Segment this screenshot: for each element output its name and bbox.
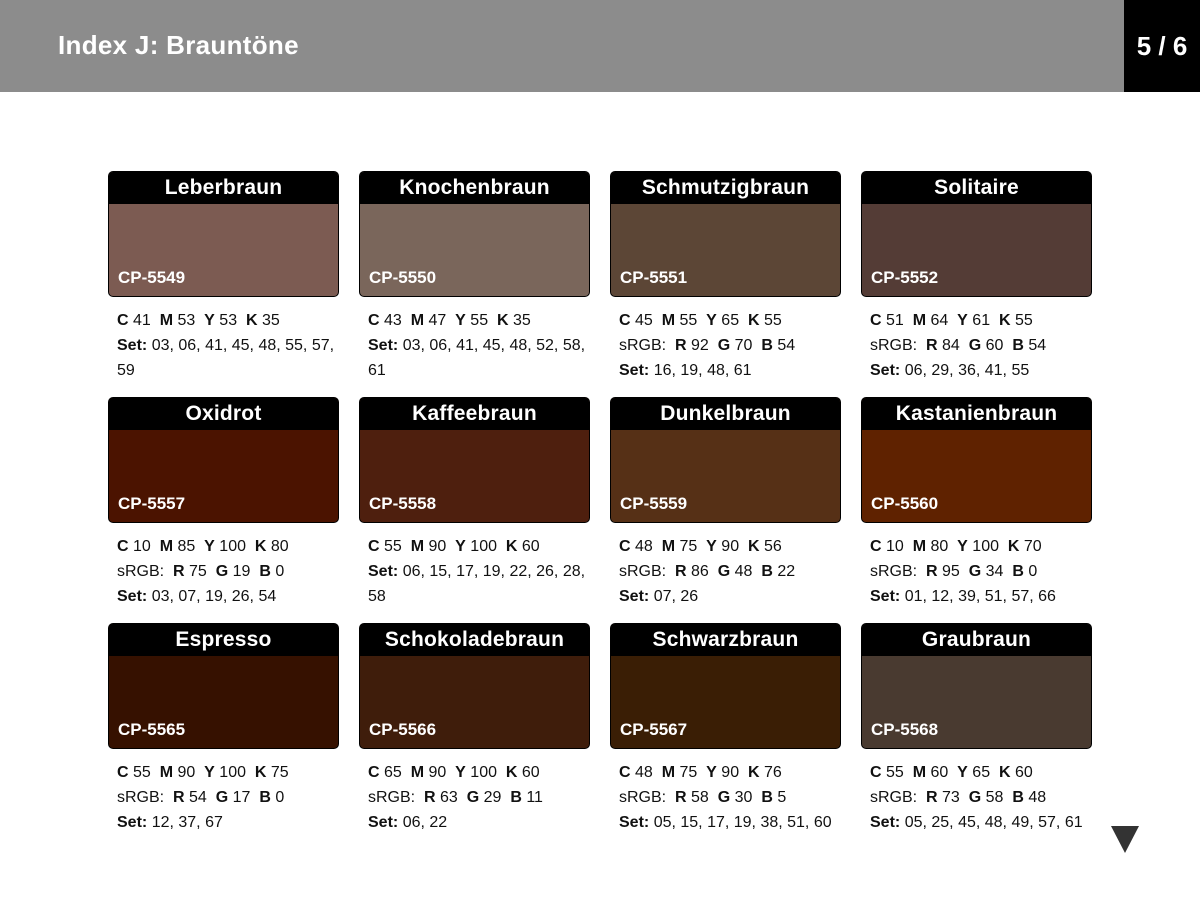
color-code: CP-5567 <box>620 720 688 739</box>
srgb-label: sRGB: <box>619 337 667 354</box>
rgb-r-value: 95 <box>942 563 960 580</box>
color-swatch <box>610 397 841 523</box>
color-name: Dunkelbraun <box>611 398 840 430</box>
color-name: Solitaire <box>862 172 1091 204</box>
cmyk-c-value: 55 <box>384 538 402 555</box>
set-list: 16, 19, 48, 61 <box>653 362 752 379</box>
color-values <box>619 760 841 835</box>
rgb-r-value: 54 <box>189 789 207 806</box>
color-card <box>108 623 339 849</box>
rgb-b-value: 0 <box>1028 563 1038 580</box>
rgb-g-value: 48 <box>734 563 753 580</box>
srgb-label: sRGB: <box>870 563 918 580</box>
srgb-values: sRGB: R 58 G 30 B 5 <box>619 789 787 806</box>
srgb-values: sRGB: R 63 G 29 B 11 <box>368 789 543 806</box>
color-values <box>870 534 1092 609</box>
cmyk-c-value: 45 <box>635 312 653 329</box>
set-list: 03, 06, 41, 45, 48, 52, 58, 61 <box>368 337 586 379</box>
color-name: Leberbraun <box>109 172 338 204</box>
color-values <box>368 308 590 383</box>
color-values <box>368 760 590 835</box>
rgb-g-value: 17 <box>232 789 251 806</box>
set-label: Set: <box>117 814 148 831</box>
color-card <box>359 623 590 849</box>
color-name: Espresso <box>109 624 338 656</box>
color-card <box>861 623 1092 849</box>
color-name: Schokoladebraun <box>360 624 589 656</box>
color-name: Oxidrot <box>109 398 338 430</box>
set-values <box>870 810 1092 835</box>
cmyk-m-value: 90 <box>428 764 447 781</box>
color-values <box>117 534 339 609</box>
cmyk-values: C 41 M 53 Y 53 K 35 <box>117 312 280 329</box>
cmyk-m-value: 75 <box>679 764 698 781</box>
set-list: 07, 26 <box>653 588 699 605</box>
set-values <box>619 810 841 835</box>
rgb-b-value: 22 <box>777 563 796 580</box>
rgb-g-value: 30 <box>734 789 753 806</box>
color-code: CP-5557 <box>118 494 186 513</box>
set-list: 01, 12, 39, 51, 57, 66 <box>904 588 1056 605</box>
set-values <box>368 559 590 609</box>
color-swatch <box>108 397 339 523</box>
color-card <box>610 623 841 849</box>
cmyk-m-value: 64 <box>930 312 949 329</box>
srgb-label: sRGB: <box>870 337 918 354</box>
cmyk-y-value: 53 <box>219 312 238 329</box>
cmyk-c-value: 10 <box>886 538 904 555</box>
set-label: Set: <box>117 337 148 354</box>
color-values <box>619 534 841 609</box>
set-label: Set: <box>368 563 399 580</box>
srgb-values: sRGB: R 86 G 48 B 22 <box>619 563 796 580</box>
cmyk-values: C 55 M 60 Y 65 K 60 <box>870 764 1033 781</box>
srgb-values: sRGB: R 54 G 17 B 0 <box>117 789 285 806</box>
set-values <box>870 358 1092 383</box>
set-label: Set: <box>117 588 148 605</box>
set-list: 06, 29, 36, 41, 55 <box>904 362 1030 379</box>
color-values <box>117 308 339 383</box>
set-values <box>117 584 339 609</box>
cmyk-values: C 55 M 90 Y 100 K 60 <box>368 538 540 555</box>
color-card <box>359 171 590 397</box>
rgb-g-value: 34 <box>985 563 1004 580</box>
color-code: CP-5559 <box>620 494 688 513</box>
color-name: Knochenbraun <box>360 172 589 204</box>
rgb-g-value: 19 <box>232 563 251 580</box>
color-values <box>368 534 590 609</box>
cmyk-c-value: 41 <box>133 312 151 329</box>
color-code: CP-5552 <box>871 268 939 287</box>
color-card <box>610 397 841 623</box>
rgb-b-value: 0 <box>275 789 285 806</box>
color-swatch <box>861 171 1092 297</box>
color-card <box>861 397 1092 623</box>
set-list: 06, 15, 17, 19, 22, 26, 28, 58 <box>368 563 586 605</box>
color-values <box>870 308 1092 383</box>
color-name: Graubraun <box>862 624 1091 656</box>
color-code: CP-5560 <box>871 494 939 513</box>
cmyk-m-value: 90 <box>177 764 196 781</box>
rgb-b-value: 11 <box>526 789 543 806</box>
color-card <box>861 171 1092 397</box>
color-swatch <box>359 171 590 297</box>
cmyk-m-value: 85 <box>177 538 196 555</box>
color-swatch <box>861 623 1092 749</box>
cmyk-m-value: 55 <box>679 312 698 329</box>
srgb-label: sRGB: <box>619 563 667 580</box>
triangle-down-icon[interactable] <box>1111 826 1139 853</box>
cmyk-c-value: 55 <box>133 764 151 781</box>
page-number: 5 / 6 <box>1124 0 1200 92</box>
srgb-label: sRGB: <box>870 789 918 806</box>
cmyk-c-value: 48 <box>635 764 653 781</box>
color-swatch <box>359 397 590 523</box>
color-swatch <box>108 171 339 297</box>
srgb-values: sRGB: R 84 G 60 B 54 <box>870 337 1047 354</box>
color-swatch-grid <box>108 171 1092 849</box>
cmyk-values: C 10 M 85 Y 100 K 80 <box>117 538 289 555</box>
set-values <box>368 333 590 383</box>
cmyk-k-value: 60 <box>1015 764 1033 781</box>
rgb-g-value: 60 <box>985 337 1004 354</box>
cmyk-y-value: 100 <box>219 538 246 555</box>
cmyk-c-value: 10 <box>133 538 151 555</box>
cmyk-c-value: 65 <box>384 764 402 781</box>
set-list: 12, 37, 67 <box>151 814 223 831</box>
color-code: CP-5550 <box>369 268 437 287</box>
color-code: CP-5566 <box>369 720 437 739</box>
page-header <box>0 0 1124 92</box>
set-values <box>117 333 339 383</box>
color-name: Schwarzbraun <box>611 624 840 656</box>
set-list: 05, 25, 45, 48, 49, 57, 61 <box>904 814 1083 831</box>
color-code: CP-5551 <box>620 268 688 287</box>
set-label: Set: <box>870 362 901 379</box>
cmyk-c-value: 51 <box>886 312 904 329</box>
cmyk-y-value: 65 <box>721 312 740 329</box>
rgb-r-value: 92 <box>691 337 709 354</box>
cmyk-k-value: 55 <box>1015 312 1033 329</box>
cmyk-values: C 65 M 90 Y 100 K 60 <box>368 764 540 781</box>
cmyk-k-value: 76 <box>764 764 782 781</box>
cmyk-k-value: 70 <box>1023 538 1042 555</box>
color-code: CP-5565 <box>118 720 186 739</box>
srgb-values: sRGB: R 75 G 19 B 0 <box>117 563 285 580</box>
cmyk-y-value: 100 <box>470 764 497 781</box>
cmyk-y-value: 61 <box>972 312 991 329</box>
set-label: Set: <box>870 588 901 605</box>
srgb-label: sRGB: <box>619 789 667 806</box>
set-label: Set: <box>619 588 650 605</box>
cmyk-c-value: 55 <box>886 764 904 781</box>
cmyk-k-value: 75 <box>270 764 289 781</box>
cmyk-y-value: 100 <box>219 764 246 781</box>
cmyk-k-value: 60 <box>521 538 540 555</box>
cmyk-y-value: 65 <box>972 764 991 781</box>
cmyk-m-value: 53 <box>177 312 196 329</box>
color-card <box>108 397 339 623</box>
rgb-b-value: 48 <box>1028 789 1047 806</box>
cmyk-values: C 48 M 75 Y 90 K 56 <box>619 538 782 555</box>
set-values <box>870 584 1092 609</box>
set-label: Set: <box>619 362 650 379</box>
cmyk-y-value: 90 <box>721 764 740 781</box>
cmyk-values: C 55 M 90 Y 100 K 75 <box>117 764 289 781</box>
set-values <box>619 358 841 383</box>
set-label: Set: <box>368 814 399 831</box>
cmyk-values: C 48 M 75 Y 90 K 76 <box>619 764 782 781</box>
rgb-b-value: 5 <box>777 789 787 806</box>
cmyk-k-value: 80 <box>270 538 289 555</box>
cmyk-c-value: 48 <box>635 538 653 555</box>
set-label: Set: <box>870 814 901 831</box>
srgb-label: sRGB: <box>117 563 165 580</box>
cmyk-k-value: 35 <box>262 312 280 329</box>
color-swatch <box>108 623 339 749</box>
color-name: Kaffeebraun <box>360 398 589 430</box>
rgb-r-value: 63 <box>440 789 458 806</box>
color-card <box>108 171 339 397</box>
cmyk-k-value: 55 <box>764 312 782 329</box>
set-list: 03, 06, 41, 45, 48, 55, 57, 59 <box>117 337 335 379</box>
srgb-label: sRGB: <box>117 789 165 806</box>
cmyk-m-value: 60 <box>930 764 949 781</box>
color-card <box>610 171 841 397</box>
cmyk-c-value: 43 <box>384 312 402 329</box>
rgb-g-value: 70 <box>734 337 753 354</box>
rgb-b-value: 0 <box>275 563 285 580</box>
color-swatch <box>861 397 1092 523</box>
color-code: CP-5568 <box>871 720 939 739</box>
color-swatch <box>610 623 841 749</box>
cmyk-k-value: 35 <box>513 312 531 329</box>
color-code: CP-5558 <box>369 494 437 513</box>
cmyk-m-value: 75 <box>679 538 698 555</box>
set-values <box>368 810 590 835</box>
color-values <box>870 760 1092 835</box>
cmyk-values: C 10 M 80 Y 100 K 70 <box>870 538 1042 555</box>
cmyk-values: C 45 M 55 Y 65 K 55 <box>619 312 782 329</box>
cmyk-values: C 43 M 47 Y 55 K 35 <box>368 312 531 329</box>
srgb-values: sRGB: R 92 G 70 B 54 <box>619 337 796 354</box>
color-name: Schmutzigbraun <box>611 172 840 204</box>
page-title: Index J: Brauntöne <box>58 30 299 60</box>
cmyk-m-value: 47 <box>428 312 447 329</box>
set-list: 06, 22 <box>402 814 448 831</box>
rgb-b-value: 54 <box>1028 337 1047 354</box>
cmyk-m-value: 90 <box>428 538 447 555</box>
rgb-r-value: 84 <box>942 337 960 354</box>
set-label: Set: <box>368 337 399 354</box>
cmyk-m-value: 80 <box>930 538 949 555</box>
color-values <box>117 760 339 835</box>
set-values <box>117 810 339 835</box>
color-swatch <box>610 171 841 297</box>
cmyk-y-value: 100 <box>470 538 497 555</box>
cmyk-y-value: 90 <box>721 538 740 555</box>
color-values <box>619 308 841 383</box>
color-swatch <box>359 623 590 749</box>
cmyk-values: C 51 M 64 Y 61 K 55 <box>870 312 1033 329</box>
rgb-r-value: 58 <box>691 789 709 806</box>
cmyk-k-value: 60 <box>521 764 540 781</box>
color-card <box>359 397 590 623</box>
srgb-values: sRGB: R 73 G 58 B 48 <box>870 789 1047 806</box>
rgb-g-value: 58 <box>985 789 1004 806</box>
color-code: CP-5549 <box>118 268 186 287</box>
rgb-r-value: 86 <box>691 563 709 580</box>
rgb-r-value: 73 <box>942 789 960 806</box>
srgb-values: sRGB: R 95 G 34 B 0 <box>870 563 1038 580</box>
cmyk-y-value: 100 <box>972 538 999 555</box>
set-list: 03, 07, 19, 26, 54 <box>151 588 277 605</box>
srgb-label: sRGB: <box>368 789 416 806</box>
cmyk-y-value: 55 <box>470 312 489 329</box>
rgb-g-value: 29 <box>483 789 502 806</box>
color-name: Kastanienbraun <box>862 398 1091 430</box>
set-values <box>619 584 841 609</box>
rgb-b-value: 54 <box>777 337 796 354</box>
set-list: 05, 15, 17, 19, 38, 51, 60 <box>653 814 832 831</box>
rgb-r-value: 75 <box>189 563 207 580</box>
cmyk-k-value: 56 <box>764 538 782 555</box>
set-label: Set: <box>619 814 650 831</box>
